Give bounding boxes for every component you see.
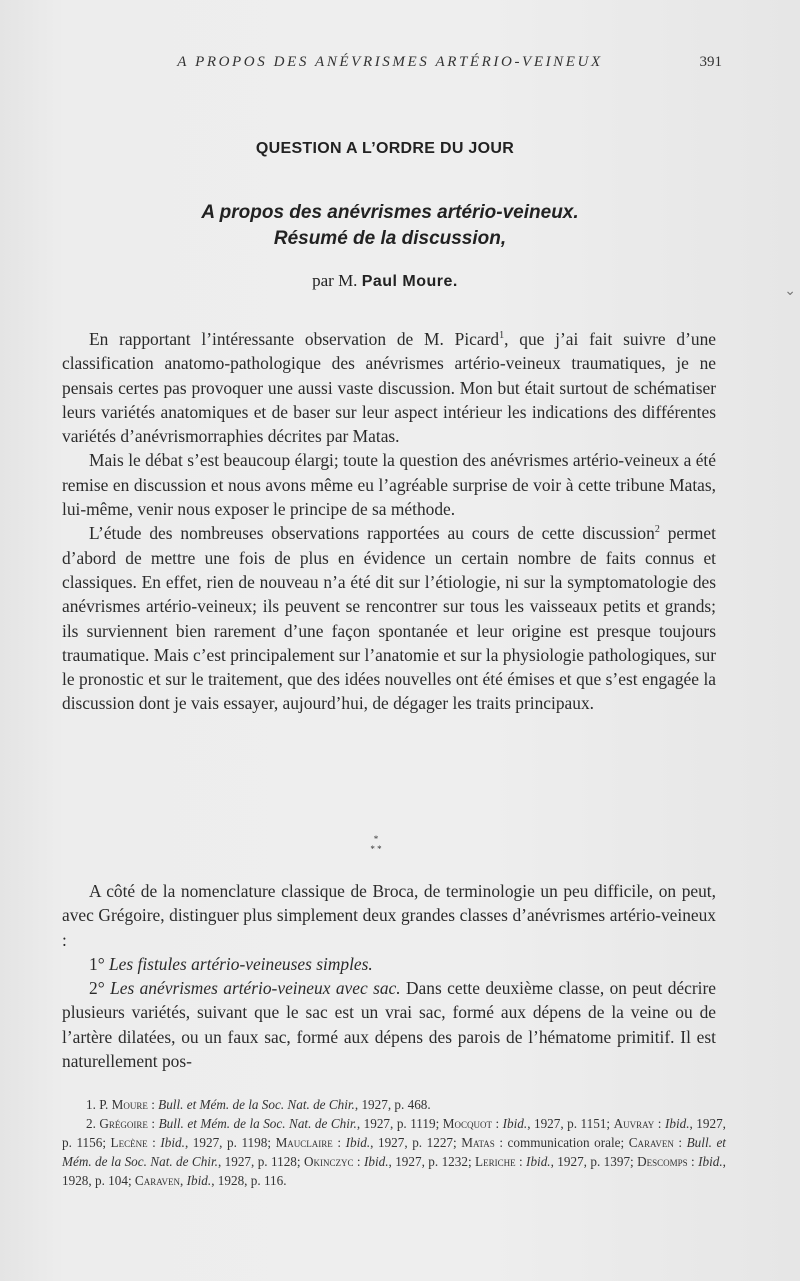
fn2-author: Mocquot xyxy=(442,1116,492,1131)
footnote-2-number: 2. xyxy=(86,1116,96,1131)
paragraph-3-text-a: L’étude des nombreuses observations rapportées au cours de cette discussion xyxy=(89,523,655,544)
fn2-ref: , 1927, p. 1151; xyxy=(527,1116,614,1131)
body-text-block-1 xyxy=(62,327,716,716)
fn2-ref: , 1927, p. 1397; xyxy=(550,1154,638,1169)
fn2-ref: : communication orale; xyxy=(494,1135,629,1150)
list-item-2 xyxy=(62,976,716,1073)
fn2-author: Grégoire xyxy=(99,1116,148,1131)
footnote-1-author: P. Moure xyxy=(99,1097,148,1112)
fn2-ref: , 1927, p. 1227; xyxy=(370,1135,462,1150)
footnote-1 xyxy=(62,1095,726,1114)
fn2-author: Mauclaire xyxy=(275,1135,333,1150)
asterisk-top: * xyxy=(373,834,379,844)
footnote-1-source: Bull. et Mém. de la Soc. Nat. de Chir. xyxy=(158,1097,355,1112)
article-title xyxy=(0,200,780,252)
fn2-ref: , 1927, p. 1232; xyxy=(388,1154,476,1169)
paragraph-3-text-b: permet d’abord de mettre une fois de plus en évidence un certain nombre de faits connus et classiques. En effet, rien de nouveau n’a été dit sur l’étiologie, ni sur la symptomatologie des anévrismes artério-veineux; ils peuvent se rencontrer sur tous les vaisseaux petits et grands; ils surviennent bien rarement d’une façon spontanée et leur origine est presque toujours traumatique. Mais c’est principalement sur l’anatomie et sur la physiologie pathologiques, sur le pronostic et sur le traitement, que des idées nouvelles ont été émises et que s’est engagée la discussion dont je vais essayer, aujourd’hui, de dégager les traits principaux. xyxy=(62,523,716,714)
list-item-2-number: 2° xyxy=(89,978,105,999)
footnotes xyxy=(62,1095,726,1190)
section-separator-asterisks xyxy=(361,834,391,860)
fn2-source: Ibid. xyxy=(502,1116,528,1131)
page-number: 391 xyxy=(699,54,722,70)
fn2-author: Auvray xyxy=(613,1116,655,1131)
footnote-1-sep: : xyxy=(147,1097,159,1112)
paragraph-1-text-a: En rapportant l’intéressante observation de M. Picard xyxy=(89,329,500,349)
fn2-author: Leriche xyxy=(475,1154,516,1169)
fn2-ref: , 1927, p. 1128; xyxy=(217,1154,304,1169)
title-line-2: Résumé de la discussion, xyxy=(273,228,507,249)
fn2-author: Descomps xyxy=(637,1154,688,1169)
section-heading: QUESTION A L’ORDRE DU JOUR xyxy=(255,140,515,157)
fn2-ref: , 1928, p. 104; xyxy=(62,1154,726,1188)
author-name: Paul Moure. xyxy=(361,273,458,290)
fn2-source: Bull. et Mém. de la Soc. Nat. de Chir. xyxy=(158,1116,357,1131)
list-item-1 xyxy=(62,952,716,976)
fn2-source: Bull. et Mém. de la Soc. Nat. de Chir. xyxy=(62,1135,726,1169)
body-text-block-2 xyxy=(62,879,716,1073)
fn2-ref: , 1927, p. 1198; xyxy=(184,1135,276,1150)
fn2-author: Okinczyc xyxy=(303,1154,354,1169)
fn2-author: Lecène xyxy=(110,1135,148,1150)
list-item-2-text: Dans cette deuxième classe, on peut décrire plusieurs variétés, suivant que le sac est un vrai sac, formé aux dépens de la veine ou de l’artère dilatées, ou un faux sac, formé aux dépens des parois de l’hématome primitif. Il est naturellement pos- xyxy=(62,978,716,1072)
author-prefix: par M. xyxy=(312,271,358,290)
paragraph-1-text-b: , que j’ai fait suivre d’une classification anatomo-pathologique des anévrismes artério-veineux traumatiques, je ne pensais certes pas provoquer une aussi vaste discussion. Mon but était surtout de schématiser leurs variétés anatomiques et de baser sur leur aspect intérieur les indications des différentes variétés d’anévrismorraphies décrites par Matas. xyxy=(62,329,716,447)
footnote-1-number: 1. xyxy=(86,1097,96,1112)
author-line xyxy=(0,271,770,291)
fn2-source: Ibid. xyxy=(698,1154,723,1169)
title-line-1: A propos des anévrismes artério-veineux. xyxy=(201,202,579,223)
paragraph-2: Mais le débat s’est beaucoup élargi; toute la question des anévrismes artério-veineux a été remise en discussion et nous avons même eu l’agréable surprise de voir à cette tribune Matas, lui-même, venir nous exposer le principe de sa méthode. xyxy=(62,450,716,520)
fn2-author: Matas xyxy=(461,1135,495,1150)
fn2-source: Ibid. xyxy=(186,1173,212,1188)
footnote-1-rest: , 1927, p. 468. xyxy=(354,1097,431,1112)
fn2-source: Ibid. xyxy=(526,1154,551,1169)
margin-tick: ⌄ xyxy=(784,284,796,299)
fn2-source: Ibid. xyxy=(160,1135,185,1150)
fn2-source: Ibid. xyxy=(345,1135,371,1150)
list-item-1-number: 1° xyxy=(89,953,105,974)
fn2-ref: , 1928, p. 116. xyxy=(211,1173,287,1188)
asterisk-bottom: * * xyxy=(370,844,382,854)
paragraph-1 xyxy=(62,327,716,448)
running-title: A PROPOS DES ANÉVRISMES ARTÉRIO-VEINEUX xyxy=(177,54,603,70)
fn2-ref: , 1927, p. 1119; xyxy=(356,1116,443,1131)
paragraph-4: A côté de la nomenclature classique de Broca, de terminologie un peu difficile, on peut, avec Grégoire, distinguer plus simplement deux grandes classes d’anévrismes artério-veineux : xyxy=(62,881,716,950)
list-item-1-text: Les fistules artério-veineuses simples. xyxy=(109,953,373,974)
fn2-source: Ibid. xyxy=(664,1116,690,1131)
footnote-ref-1: 1 xyxy=(499,330,505,342)
fn2-ref: , 1927, p. 1156; xyxy=(62,1116,726,1150)
fn2-author: Caraven xyxy=(628,1135,674,1150)
fn2-author: Caraven xyxy=(134,1173,181,1188)
list-item-2-italic: Les anévrismes artério-veineux avec sac. xyxy=(110,978,401,999)
paragraph-3 xyxy=(62,521,716,715)
footnote-2: 2. Grégoire : Bull. et Mém. de la Soc. Nat. de Chir., 1927, p. 1119; Mocquot : Ibid., 1927, p. 1151; Auvray : Ibid., 1927, p. 1156; Lecène : Ibid., 1927, p. 1198; Mauclaire : Ibid., 1927, p. 1227; Matas : communication orale; Caraven : Bull. et Mém. de la Soc. Nat. de Chir., 1927, p. 1128; Okinczyc : Ibid., 1927, p. 1232; Leriche : Ibid., 1927, p. 1397; Descomps : Ibid., 1928, p. 104; Caraven, Ibid., 1928, p. 116. xyxy=(62,1116,726,1188)
fn2-source: Ibid. xyxy=(363,1154,389,1169)
footnote-ref-2: 2 xyxy=(654,524,660,536)
